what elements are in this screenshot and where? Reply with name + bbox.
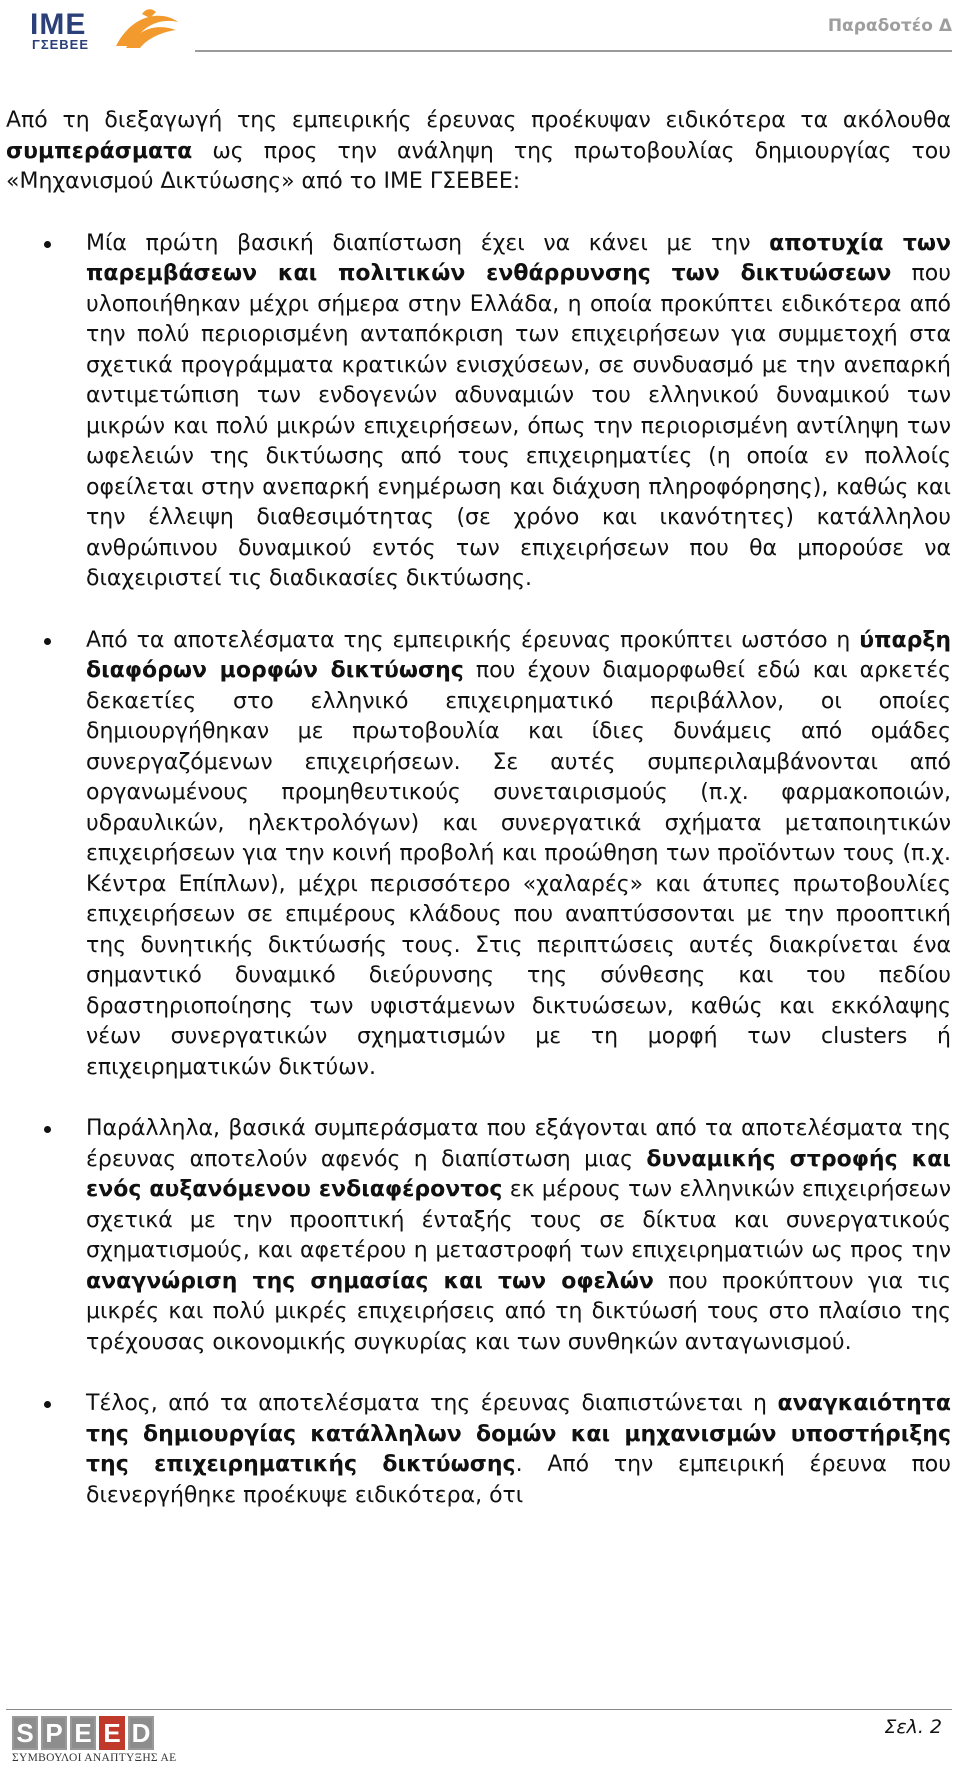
- list-item: [6, 1114, 951, 1358]
- bullet-bold-text: δυναμικής στροφής και ενός αυξανόμενου ενδιαφέροντος: [86, 1146, 951, 1202]
- ime-gsevee-logo: [30, 6, 180, 54]
- bullet-bold-text: αναγκαιότητα της δημιουργίας κατάλληλων δομών και μηχανισμών υποστήριξης της επιχειρηματικής δικτύωσης: [86, 1391, 951, 1477]
- speed-letter: E: [70, 1716, 96, 1750]
- page-header: [0, 0, 960, 60]
- bullet-icon: [44, 1126, 51, 1133]
- bullet-bold-text: ύπαρξη διαφόρων μορφών δικτύωσης: [86, 627, 951, 683]
- bullet-text: που έχουν διαμορφωθεί εδώ και αρκετές δεκαετίες στο ελληνικό επιχειρηματικό περιβάλλον, οι οποίες δημιουργήθηκαν με πρωτοβουλία και ίδιες δυνάμεις από ομάδες συνεργαζόμενων επιχειρήσεων. Σε αυτές συμπεριλαμβάνονται από οργανωμένους προμηθευτικούς συνεταιρισμούς (π.χ. φαρμακοποιών, υδραυλικών, ηλεκτρολόγων) και συνεργατικά σχήματα μεταποιητικών επιχειρήσεων για την κοινή προβολή και προώθηση των προϊόντων τους (π.χ. Κέντρα Επίπλων), μέχρι περισσότερο «χαλαρές» και άτυπες πρωτοβουλίες επιχειρήσεων σε επιμέρους κλάδους που αναπτύσσονται με την προοπτική της δυνητικής δικτύωσής τους. Στις περιπτώσεις αυτές διακρίνεται ένα σημαντικό δυναμικό διεύρυνσης της σύνθεσης και του πεδίου δραστηριοποίησης των υφιστάμενων δικτυώσεων, καθώς και εκκόλαψης νέων συνεργατικών σχηματισμών με τη μορφή των clusters ή επιχειρηματικών δικτύων.: [86, 658, 951, 1080]
- bullet-icon: [44, 241, 51, 248]
- list-item: [6, 229, 951, 595]
- deliverable-label: Παραδοτέο Δ: [827, 16, 952, 36]
- bullet-text: Από τα αποτελέσματα της εμπειρικής έρευνας προκύπτει ωστόσο η: [86, 627, 860, 653]
- document-body: [6, 106, 951, 1511]
- speed-letter: E: [99, 1716, 125, 1750]
- bullet-text: Μία πρώτη βασική διαπίστωση έχει να κάνει με την: [86, 230, 770, 256]
- speed-letter: S: [12, 1716, 38, 1750]
- page-number: Σελ. 2: [884, 1716, 942, 1738]
- header-divider: [195, 50, 952, 52]
- conclusions-list: [6, 229, 951, 1512]
- footer-divider: [6, 1709, 952, 1710]
- bullet-text: που υλοποιήθηκαν μέχρι σήμερα στην Ελλάδα, η οποία προκύπτει ειδικότερα από την πολύ περιορισμένη ανταπόκριση των επιχειρήσεων για συμμετοχή στα σχετικά προγράμματα κρατικών ενισχύσεων, σε συνδυασμό με την ανεπαρκή αντιμετώπιση των ενδογενών αδυναμιών του ελληνικού δυναμικού των μικρών και πολύ μικρών επιχειρήσεων, όπως την περιορισμένη αντίληψη των ωφελειών της δικτύωσης από τους επιχειρηματίες (η οποία εν πολλοίς οφείλεται στην ανεπαρκή ενημέρωση και διάχυση πληροφόρησης), καθώς και την έλλειψη διαθεσιμότητας (σε χρόνο και ικανότητες) κατάλληλου ανθρώπινου δυναμικού εντός των επιχειρήσεων που θα μπορούσε να διαχειριστεί τις διαδικασίες δικτύωσης.: [86, 261, 951, 591]
- logo-subtext: ΓΣΕΒΕΕ: [32, 37, 90, 52]
- bullet-text: εκ μέρους των ελληνικών επιχειρήσεων σχετικά με την προοπτική ένταξής τους σε δίκτυα και συνεργατικούς σχηματισμούς, και αφετέρου η μεταστροφή των επιχειρηματιών ως προς την: [86, 1177, 951, 1263]
- logo-text: IME: [30, 8, 87, 41]
- intro-bold-text: συμπεράσματα: [6, 138, 193, 164]
- bullet-text: . Από την εμπειρική έρευνα που διενεργήθηκε προέκυψε ειδικότερα, ότι: [86, 1452, 951, 1508]
- speed-logo-subtext: ΣΥΜΒΟΥΛΟΙ ΑΝΑΠΤΥΞΗΣ ΑΕ: [12, 1752, 177, 1764]
- logo-swoosh-icon: [112, 8, 180, 52]
- bullet-text: Παράλληλα, βασικά συμπεράσματα που εξάγονται από τα αποτελέσματα της έρευνας αποτελούν αφενός η διαπίστωση μιας: [86, 1116, 951, 1172]
- intro-text-start: Από τη διεξαγωγή της εμπειρικής έρευνας προέκυψαν ειδικότερα τα ακόλουθα: [6, 108, 951, 133]
- list-item: [6, 1389, 951, 1511]
- intro-paragraph: [6, 106, 951, 198]
- bullet-icon: [44, 1401, 51, 1408]
- bullet-bold-text: αναγνώριση της σημασίας και των οφελών: [86, 1268, 654, 1294]
- bullet-text: που προκύπτουν για τις μικρές και πολύ μικρές επιχειρήσεις από τη δικτύωσή τους στο πλαίσιο της τρέχουσας οικονομικής συγκυρίας και των συνθηκών ανταγωνισμού.: [86, 1268, 952, 1355]
- speed-logo-letters: [12, 1716, 182, 1750]
- speed-letter: P: [41, 1716, 67, 1750]
- speed-logo: [12, 1716, 182, 1770]
- list-item: [6, 626, 951, 1084]
- bullet-icon: [44, 638, 51, 645]
- bullet-text: Τέλος, από τα αποτελέσματα της έρευνας διαπιστώνεται η: [86, 1391, 778, 1416]
- speed-letter: D: [128, 1716, 154, 1750]
- bullet-bold-text: αποτυχία των παρεμβάσεων και πολιτικών ενθάρρυνσης των δικτυώσεων: [86, 230, 951, 286]
- intro-text-end: ως προς την ανάληψη της πρωτοβουλίας δημιουργίας του «Μηχανισμού Δικτύωσης» από το ΙΜΕ ΓΣΕΒΕΕ:: [6, 138, 951, 194]
